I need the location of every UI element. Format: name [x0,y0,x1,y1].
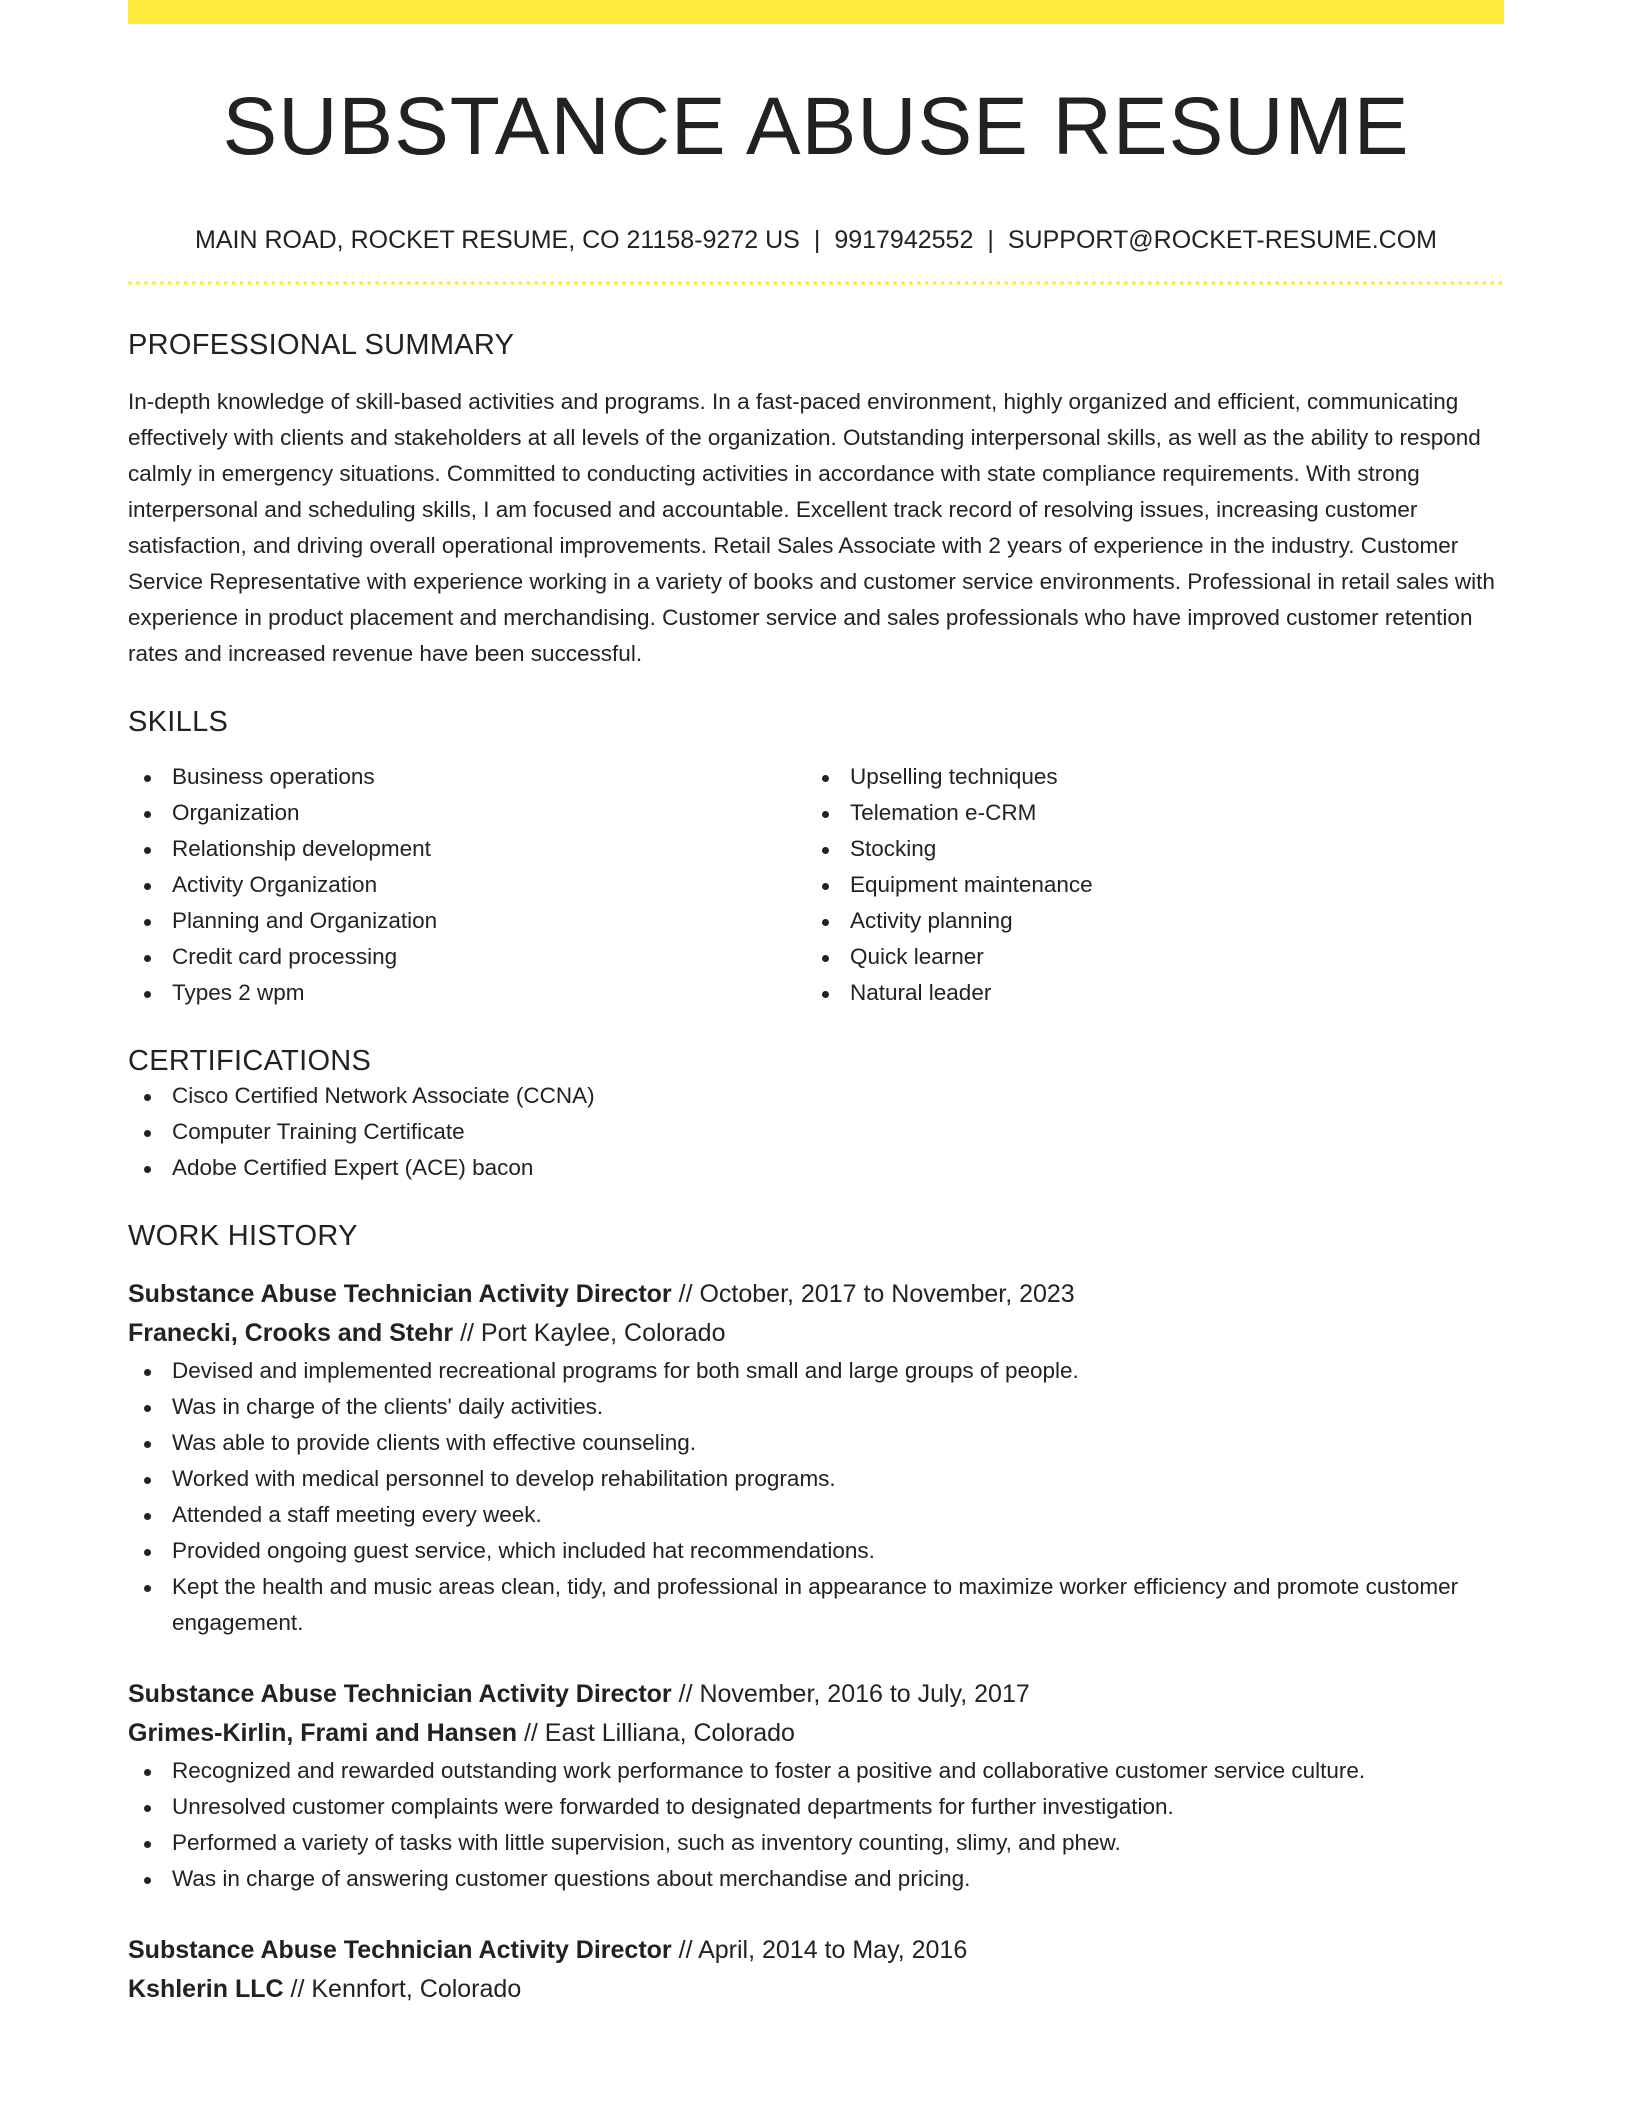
job-bullet: Kept the health and music areas clean, tidy, and professional in appearance to maximize worker efficiency and promote customer engagement. [128,1569,1504,1641]
job-bullet: Worked with medical personnel to develop rehabilitation programs. [128,1461,1504,1497]
skill-item: Activity Organization [128,867,806,903]
resume-page [128,0,1504,2009]
job-company-line [128,1314,1504,1353]
dotted-divider [128,281,1504,285]
work-history-heading: WORK HISTORY [128,1220,358,1253]
job-bullets [128,1753,1504,1897]
skills-column-right [806,759,1484,1011]
job-title: Substance Abuse Technician Activity Director [128,1936,672,1965]
skill-item: Organization [128,795,806,831]
skills-column-left [128,759,806,1011]
job-bullet: Performed a variety of tasks with little supervision, such as inventory counting, slimy, and phew. [128,1825,1504,1861]
job-company-line [128,1970,1504,2009]
skills-grid [128,759,1504,1011]
skill-item: Types 2 wpm [128,975,806,1011]
skills-list-left [128,759,806,1011]
job-location: // Port Kaylee, Colorado [460,1319,726,1348]
certifications-list [128,1078,1504,1186]
contact-phone[interactable]: 9917942552 [834,226,974,255]
skill-item: Telemation e-CRM [806,795,1484,831]
summary-text: In-depth knowledge of skill-based activities and programs. In a fast-paced environment, highly organized and efficient, communicating effectively with clients and stakeholders at all levels of the organization. Outstanding interpersonal skills, as well as the ability to respond calmly in emergency situations. Committed to conducting activities in accordance with state compliance requirements. With strong interpersonal and scheduling skills, I am focused and accountable. Excellent track record of resolving issues, increasing customer satisfaction, and driving overall operational improvements. Retail Sales Associate with 2 years of experience in the industry. Customer Service Representative with experience working in a variety of books and customer service environments. Professional in retail sales with experience in product placement and merchandising. Customer service and sales professionals who have improved customer retention rates and increased revenue have been successful. [128,389,1495,667]
job-title-line [128,1275,1504,1314]
job-title-line [128,1675,1504,1714]
contact-line [128,226,1504,255]
skill-item: Upselling techniques [806,759,1484,795]
accent-top-bar [128,0,1504,24]
job-bullets [128,1353,1504,1641]
job-bullet: Devised and implemented recreational programs for both small and large groups of people. [128,1353,1504,1389]
job-bullet: Was in charge of the clients' daily activities. [128,1389,1504,1425]
job-company: Grimes-Kirlin, Frami and Hansen [128,1719,517,1748]
job-title: Substance Abuse Technician Activity Director [128,1680,672,1709]
job-dates: // November, 2016 to July, 2017 [678,1680,1030,1709]
job-bullet: Provided ongoing guest service, which included hat recommendations. [128,1533,1504,1569]
contact-separator: | [987,226,994,255]
skill-item: Credit card processing [128,939,806,975]
certification-item: Cisco Certified Network Associate (CCNA) [128,1078,1504,1114]
job-title: Substance Abuse Technician Activity Director [128,1280,672,1309]
skill-item: Business operations [128,759,806,795]
job-entry [128,1931,1504,2009]
skill-item: Equipment maintenance [806,867,1484,903]
contact-email[interactable]: SUPPORT@ROCKET-RESUME.COM [1007,226,1437,255]
job-company: Franecki, Crooks and Stehr [128,1319,454,1348]
skills-heading: SKILLS [128,706,229,739]
job-company-line [128,1714,1504,1753]
contact-separator: | [813,226,821,255]
summary-heading: PROFESSIONAL SUMMARY [128,329,515,362]
job-dates: // April, 2014 to May, 2016 [678,1936,968,1965]
certifications-heading: CERTIFICATIONS [128,1045,372,1078]
job-bullet: Unresolved customer complaints were forwarded to designated departments for further investigation. [128,1789,1504,1825]
resume-name: SUBSTANCE ABUSE RESUME [222,81,1410,172]
job-bullet: Was in charge of answering customer questions about merchandise and pricing. [128,1861,1504,1897]
skill-item: Planning and Organization [128,903,806,939]
job-entry [128,1675,1504,1897]
skill-item: Relationship development [128,831,806,867]
skill-item: Stocking [806,831,1484,867]
job-bullet: Was able to provide clients with effective counseling. [128,1425,1504,1461]
skill-item: Activity planning [806,903,1484,939]
skill-item: Quick learner [806,939,1484,975]
job-location: // Kennfort, Colorado [290,1975,522,2004]
certification-item: Computer Training Certificate [128,1114,1504,1150]
job-company: Kshlerin LLC [128,1975,284,2004]
job-bullet: Recognized and rewarded outstanding work performance to foster a positive and collaborative customer service culture. [128,1753,1504,1789]
skills-list-right [806,759,1484,1011]
job-bullet: Attended a staff meeting every week. [128,1497,1504,1533]
job-entry [128,1275,1504,1641]
job-title-line [128,1931,1504,1970]
certification-item: Adobe Certified Expert (ACE) bacon [128,1150,1504,1186]
job-dates: // October, 2017 to November, 2023 [678,1280,1075,1309]
skill-item: Natural leader [806,975,1484,1011]
job-location: // East Lilliana, Colorado [523,1719,795,1748]
contact-address: MAIN ROAD, ROCKET RESUME, CO 21158-9272 US [195,226,800,255]
